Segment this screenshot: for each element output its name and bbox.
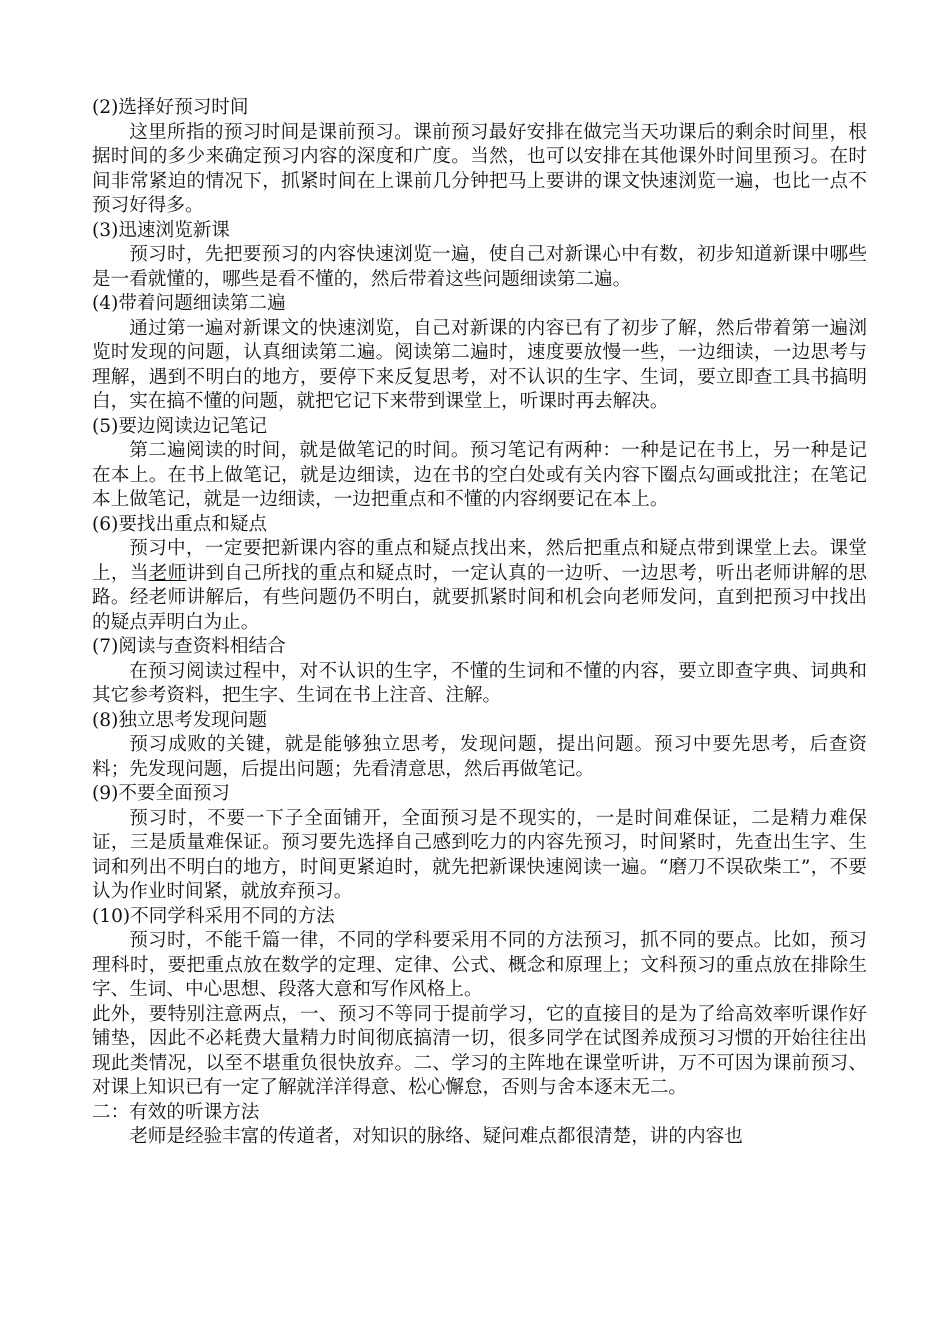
section-body-7: 在预习阅读过程中，对不认识的生字，不懂的生词和不懂的内容，要立即查字典、词典和其它参考资料，把生字、生词在书上注音、注解。 [92,660,867,706]
listening-method-heading: 二：有效的听课方法 [92,1101,260,1123]
section-heading-2: (2)选择好预习时间 [92,97,249,118]
section-body-4: 通过第一遍对新课文的快速浏览，自己对新课的内容已有了初步了解，然后带着第一遍浏览时发现的问题，认真细读第二遍。阅读第二遍时，速度要放慢一些，一边细读，一边思考与理解，遇到不明白的地方，要停下来反复思考，对不认识的生字、生词，要立即查工具书搞明白，实在搞不懂的问题，就把它记下来带到课堂上，听课时再去解决。 [92,317,867,412]
section-heading-3: (3)迅速浏览新课 [92,219,230,241]
section-body-9: 预习时，不要一下子全面铺开，全面预习是不现实的，一是时间难保证，二是精力难保证，三是质量难保证。预习要先选择自己感到吃力的内容先预习，时间紧时，先查出生字、生词和列出不明白的地方，时间更紧迫时，就先把新课快速阅读一遍。“磨刀不误砍柴工”，不要认为作业时间紧，就放弃预习。 [92,807,867,902]
section-heading-4: (4)带着问题细读第二遍 [92,293,286,314]
document-page [92,96,867,1150]
section-body-10: 预习时，不能千篇一律，不同的学科要采用不同的方法预习，抓不同的要点。比如，预习理科时，要把重点放在数学的定理、定律、公式、概念和原理上；文科预习的重点放在排除生字、生词、中心思想、段落大意和写作风格上。 [92,930,867,1000]
section-body-6-part-1: 预习中，一定要把新课内容的重点和疑点找出来，然后把重点和疑点带到课堂上去。课堂上，当 [92,538,867,584]
section-heading-7: (7)阅读与查资料相结合 [92,636,286,657]
section-heading-6: (6)要找出重点和疑点 [92,513,268,535]
section-body-8: 预习成败的关键，就是能够独立思考，发现问题，提出问题。预习中要先思考，后查资料；先发现问题，后提出问题；先看清意思，然后再做笔记。 [92,734,867,780]
section-heading-5: (5)要边阅读边记笔记 [92,415,268,437]
section-heading-8: (8)独立思考发现问题 [92,709,268,731]
section-heading-9: (9)不要全面预习 [92,783,230,804]
section-body-5: 第二遍阅读的时间，就是做笔记的时间。预习笔记有两种：一种是记在书上，另一种是记在本上。在书上做笔记，就是边细读，边在书的空白处或有关内容下圈点勾画或批注；在笔记本上做笔记，就是一边细读，一边把重点和不懂的内容纲要记在本上。 [92,440,867,510]
listening-method-body: 老师是经验丰富的传道者，对知识的脉络、疑问难点都很清楚，讲的内容也 [129,1126,743,1147]
additional-note: 此外，要特别注意两点，一、预习不等同于提前学习，它的直接目的是为了给高效率听课作好铺垫，因此不必耗费大量精力时间彻底搞清一切，很多同学在试图养成预习习惯的开始往往出现此类情况，以至不堪重负很快放弃。二、学习的主阵地在课堂听讲，万不可因为课前预习、对课上知识已有一定了解就洋洋得意、松心懈怠，否则与舍本逐末无二。 [92,1003,867,1098]
section-body-6 [92,537,867,635]
teacher-underlined-word: 老师 [148,562,187,584]
section-body-2: 这里所指的预习时间是课前预习。课前预习最好安排在做完当天功课后的剩余时间里，根据时间的多少来确定预习内容的深度和广度。当然，也可以安排在其他课外时间里预习。在时间非常紧迫的情况下，抓紧时间在上课前几分钟把马上要讲的课文快速浏览一遍，也比一点不预习好得多。 [92,121,867,216]
section-body-6-part-2: 讲到自己所找的重点和疑点时，一定认真的一边听、一边思考，听出老师讲解的思路。经老师讲解后，有些问题仍不明白，就要抓紧时间和机会向老师发问，直到把预习中找出的疑点弄明白为止。 [92,562,867,633]
section-body-3: 预习时，先把要预习的内容快速浏览一遍，使自己对新课心中有数，初步知道新课中哪些是一看就懂的，哪些是看不懂的，然后带着这些问题细读第二遍。 [92,244,867,290]
section-heading-10: (10)不同学科采用不同的方法 [92,905,335,927]
